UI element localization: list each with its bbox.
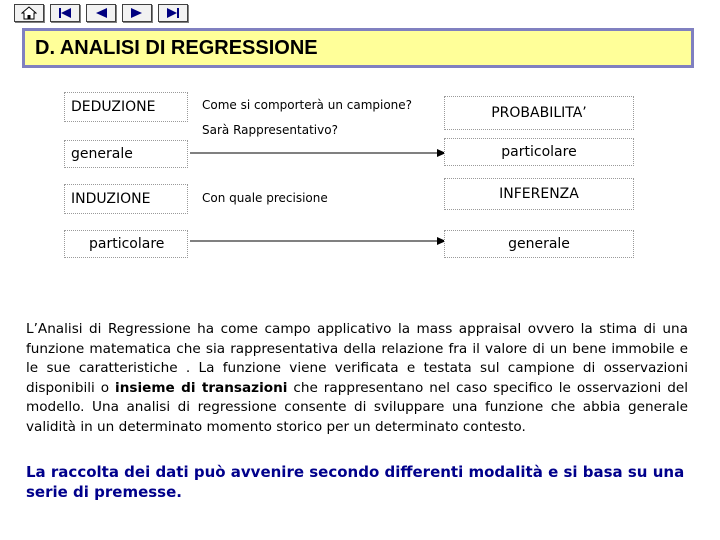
particolare-left-label: particolare bbox=[89, 236, 165, 252]
conclusion-text: La raccolta dei dati può avvenire secondo differenti modalità e si basa su una serie di premesse. bbox=[26, 463, 685, 501]
home-icon bbox=[21, 6, 37, 20]
previous-slide-icon bbox=[93, 7, 109, 19]
regression-description bbox=[26, 320, 688, 438]
generale-right-box bbox=[444, 230, 634, 258]
arrow-generale-to-particolare bbox=[190, 148, 446, 158]
particolare-right-label: particolare bbox=[501, 144, 577, 160]
question-sample-behaviour: Come si comporterà un campione? bbox=[202, 98, 413, 112]
slide-navigation bbox=[14, 4, 188, 22]
particolare-right-box bbox=[444, 138, 634, 166]
first-slide-button[interactable] bbox=[50, 4, 80, 22]
inferenza-box bbox=[444, 178, 634, 210]
last-slide-icon bbox=[165, 7, 181, 19]
next-slide-button[interactable] bbox=[122, 4, 152, 22]
generale-left-box bbox=[64, 140, 188, 168]
deduzione-box bbox=[64, 92, 188, 122]
previous-slide-button[interactable] bbox=[86, 4, 116, 22]
probabilita-label: PROBABILITA’ bbox=[491, 105, 587, 121]
arrow-particolare-to-generale bbox=[190, 236, 446, 246]
generale-left-label: generale bbox=[71, 146, 133, 162]
slide-title bbox=[22, 28, 694, 68]
next-slide-icon bbox=[129, 7, 145, 19]
last-slide-button[interactable] bbox=[158, 4, 188, 22]
description-bold-term: insieme di transazioni bbox=[115, 379, 288, 396]
question-representative: Sarà Rappresentativo? bbox=[202, 123, 338, 137]
particolare-left-box bbox=[64, 230, 188, 258]
probabilita-box bbox=[444, 96, 634, 130]
description-text-part2: che rappresentano nel caso specifico le osservazioni del modello. Una analisi di regressione consente di sviluppare una funzione che abbia generale validità in un determinato momento storico per un determinato contesto. bbox=[26, 379, 688, 435]
deduzione-label: DEDUZIONE bbox=[71, 99, 156, 115]
slide-title-text: D. ANALISI DI REGRESSIONE bbox=[35, 37, 318, 59]
inferenza-label: INFERENZA bbox=[499, 186, 579, 202]
generale-right-label: generale bbox=[508, 236, 570, 252]
induzione-box bbox=[64, 184, 188, 214]
first-slide-icon bbox=[57, 7, 73, 19]
question-precision: Con quale precisione bbox=[202, 191, 328, 205]
home-button[interactable] bbox=[14, 4, 44, 22]
induzione-label: INDUZIONE bbox=[71, 191, 151, 207]
description-text-part1: L’Analisi di Regressione ha come campo applicativo la mass appraisal ovvero la stima di una funzione matematica che sia rappresentativa della relazione fra il valore di un bene immobile e le sue caratteristiche . La funzione viene verificata e testata sul campione di osservazioni disponibili o bbox=[26, 321, 688, 396]
